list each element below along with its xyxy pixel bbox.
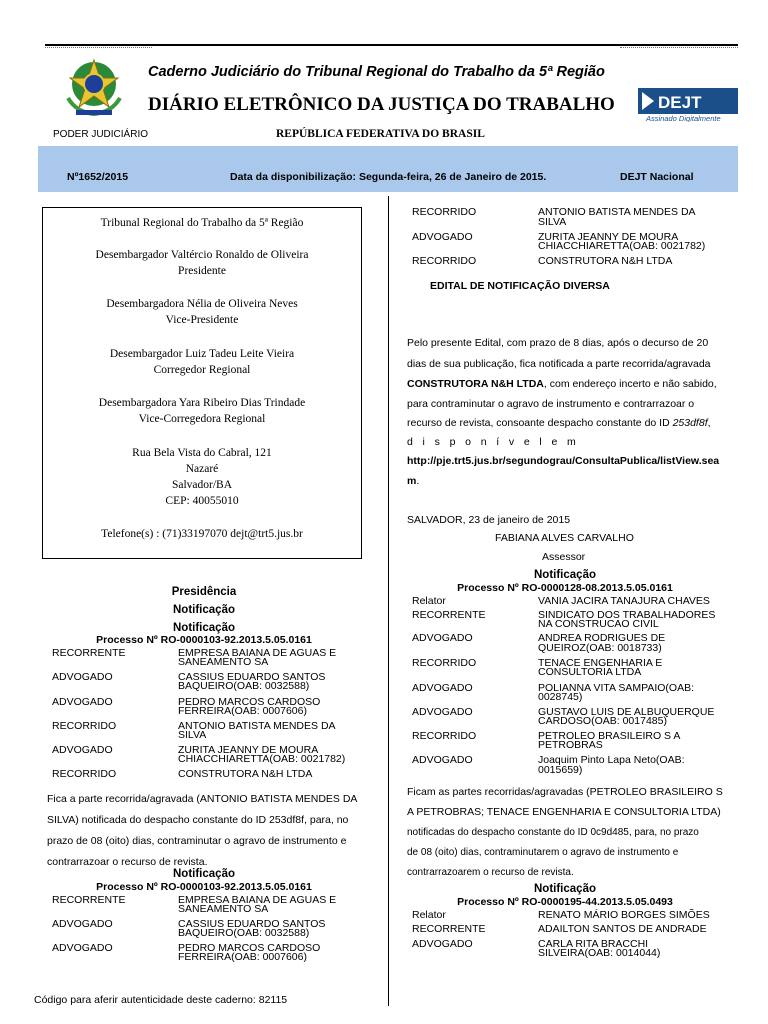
party-role: ADVOGADO	[52, 744, 113, 756]
processo-number: Processo Nº RO-0000195-44.2013.5.05.0493	[457, 896, 673, 908]
party-role: ADVOGADO	[412, 938, 473, 950]
party-role: RECORRIDO	[52, 768, 117, 780]
notificacao-heading: Notificação	[173, 622, 235, 634]
party-name: CARLA RITA BRACCHI	[538, 938, 649, 950]
processo-number: Processo Nº RO-0000103-92.2013.5.05.0161	[96, 634, 312, 646]
dejt-nacional-label: DEJT Nacional	[620, 171, 694, 183]
signature-place-date: SALVADOR, 23 de janeiro de 2015	[407, 514, 571, 526]
paragraph-line: Ficam as partes recorridas/agravadas (PETROLEO BRASILEIRO S	[407, 786, 723, 798]
authentication-code: Código para aferir autenticidade deste caderno: 82115	[34, 994, 288, 1006]
box-line: Salvador/BA	[171, 479, 233, 491]
poder-judiciario-label: PODER JUDICIÁRIO	[53, 129, 149, 140]
paragraph-line: de 08 (oito) dias, contraminutarem o agravo de instrumento e	[407, 847, 679, 858]
party-role: ADVOGADO	[412, 706, 473, 718]
edital-heading: EDITAL DE NOTIFICAÇÃO DIVERSA	[430, 280, 610, 292]
box-line: Telefone(s) : (71)33197070 dejt@trt5.jus.br	[101, 528, 303, 540]
party-name-cont: 0015659)	[538, 764, 583, 776]
paragraph-line: contrarrazoar o recurso de revista.	[47, 856, 208, 868]
box-line: Desembargador Luiz Tadeu Leite Vieira	[109, 348, 295, 360]
tribunal-info-box	[42, 207, 362, 559]
party-role: RECORRENTE	[412, 609, 486, 621]
party-name: ADAILTON SANTOS DE ANDRADE	[538, 923, 707, 935]
box-line: Vice-Corregedora Regional	[138, 413, 266, 425]
party-name: SINDICATO DOS TRABALHADORES	[538, 609, 716, 621]
party-name-cont: FERREIRA(OAB: 0007606)	[178, 951, 307, 963]
paragraph-line: prazo de 08 (oito) dias, contraminutar o agravo de instrumento e	[47, 835, 347, 847]
box-line: Desembargadora Nélia de Oliveira Neves	[106, 298, 298, 310]
party-name-cont: SANEAMENTO SA	[178, 656, 269, 668]
party-name-cont: FERREIRA(OAB: 0007606)	[178, 705, 307, 717]
box-line: Nazaré	[185, 463, 219, 475]
paragraph-line: para contraminutar o agravo de instrumento e contrarrazoar o	[407, 398, 695, 410]
box-line: Presidente	[178, 265, 226, 277]
party-name: ZURITA JEANNY DE MOURA	[538, 231, 679, 243]
box-line: Tribunal Regional do Trabalho da 5ª Região	[100, 217, 304, 229]
box-line: Desembargadora Yara Ribeiro Dias Trindade	[98, 397, 306, 409]
party-role: RECORRENTE	[52, 647, 126, 659]
party-name: Joaquim Pinto Lapa Neto(OAB:	[538, 754, 685, 766]
party-name-cont: CARDOSO(OAB: 0017485)	[538, 715, 667, 727]
party-name: EMPRESA BAIANA DE AGUAS E	[178, 894, 337, 906]
top-rule	[45, 44, 738, 46]
party-name: CONSTRUTORA N&H LTDA	[178, 768, 313, 780]
notificacao-heading: Notificação	[173, 868, 235, 880]
top-dotted-rule-left	[45, 47, 152, 48]
party-name: ANTONIO BATISTA MENDES DA	[538, 206, 696, 218]
box-line: CEP: 40055010	[165, 495, 239, 507]
party-name-cont: 0028745)	[538, 691, 583, 703]
notificacao-heading: Notificação	[534, 883, 596, 895]
paragraph-line: SILVA) notificada do despacho constante do ID 253df8f, para, no	[47, 814, 349, 826]
party-role: ADVOGADO	[52, 671, 113, 683]
party-name: TENACE ENGENHARIA E	[538, 657, 663, 669]
party-name: PEDRO MARCOS CARDOSO	[178, 696, 321, 708]
signature-name: FABIANA ALVES CARVALHO	[495, 532, 634, 544]
dejt-logo	[638, 88, 738, 122]
paragraph-line: dias de sua publicação, fica notificada a parte recorrida/agravada	[407, 358, 711, 370]
box-line: Vice-Presidente	[165, 314, 239, 326]
party-role: ADVOGADO	[412, 632, 473, 644]
party-role: ADVOGADO	[52, 942, 113, 954]
party-name: RENATO MÁRIO BORGES SIMÕES	[538, 909, 710, 921]
party-name-cont: SILVEIRA(OAB: 0014044)	[538, 947, 661, 959]
party-name: GUSTAVO LUIS DE ALBUQUERQUE	[538, 706, 715, 718]
party-name-cont: BAQUEIRO(OAB: 0032588)	[178, 927, 310, 939]
paragraph-line: Pelo presente Edital, com prazo de 8 dias, após o decurso de 20	[407, 337, 709, 349]
svg-text:Assinado Digitalmente: Assinado Digitalmente	[646, 114, 721, 122]
edition-info-band	[38, 146, 738, 192]
party-name-cont: SILVA	[178, 729, 207, 741]
party-name-cont: PETROBRAS	[538, 739, 603, 751]
presidencia-heading: Presidência	[171, 586, 237, 598]
party-role: ADVOGADO	[412, 682, 473, 694]
party-role: RECORRENTE	[52, 894, 126, 906]
party-role: RECORRENTE	[412, 923, 486, 935]
party-role: Relator	[412, 909, 446, 921]
party-name-cont: NA CONSTRUCAO CIVIL	[538, 618, 659, 630]
party-role: RECORRIDO	[412, 206, 477, 218]
party-role: ADVOGADO	[52, 696, 113, 708]
paragraph-line: recurso de revista, consoante despacho constante do ID 253df8f,	[407, 417, 711, 429]
caderno-title: Caderno Judiciário do Tribunal Regional do Trabalho da 5ª Região	[148, 64, 605, 80]
notificacao-heading: Notificação	[534, 569, 596, 581]
top-dotted-rule-right	[620, 47, 738, 48]
party-name-cont: CHIACCHIARETTA(OAB: 0021782)	[178, 753, 346, 765]
party-name: POLIANNA VITA SAMPAIO(OAB:	[538, 682, 694, 694]
party-name-cont: CHIACCHIARETTA(OAB: 0021782)	[538, 240, 706, 252]
svg-text:DEJT: DEJT	[658, 93, 702, 112]
republica-label: REPÚBLICA FEDERATIVA DO BRASIL	[276, 128, 485, 140]
party-name-cont: SANEAMENTO SA	[178, 903, 269, 915]
party-name: ANTONIO BATISTA MENDES DA	[178, 720, 336, 732]
party-role: Relator	[412, 595, 446, 607]
party-role: ADVOGADO	[52, 918, 113, 930]
paragraph-line: A PETROBRAS; TENACE ENGENHARIA E CONSULTORIA LTDA)	[407, 806, 721, 818]
processo-number: Processo Nº RO-0000128-08.2013.5.05.0161	[457, 582, 673, 594]
paragraph-line: Fica a parte recorrida/agravada (ANTONIO BATISTA MENDES DA	[47, 793, 358, 805]
party-role: RECORRIDO	[412, 657, 477, 669]
column-divider	[388, 196, 389, 1006]
paragraph-line: d i s p o n í v e l e m	[407, 436, 579, 448]
availability-date: Data da disponibilização: Segunda-feira, 26 de Janeiro de 2015.	[230, 171, 547, 183]
diario-title: DIÁRIO ELETRÔNICO DA JUSTIÇA DO TRABALHO	[148, 94, 615, 115]
brazil-coat-of-arms-icon	[62, 54, 126, 118]
party-name: VANIA JACIRA TANAJURA CHAVES	[538, 595, 710, 607]
party-role: RECORRIDO	[412, 730, 477, 742]
party-name: PETROLEO BRASILEIRO S A	[538, 730, 681, 742]
edital-link[interactable]: http://pje.trt5.jus.br/segundograu/ConsultaPublica/listView.sea	[407, 455, 720, 467]
box-line: Desembargador Valtércio Ronaldo de Oliveira	[95, 249, 309, 261]
party-name-cont: SILVA	[538, 216, 567, 228]
processo-number: Processo Nº RO-0000103-92.2013.5.05.0161	[96, 881, 312, 893]
box-line: Corregedor Regional	[153, 364, 251, 376]
party-role: ADVOGADO	[412, 231, 473, 243]
party-name: CASSIUS EDUARDO SANTOS	[178, 918, 326, 930]
paragraph-line: m.	[407, 475, 420, 487]
party-name: EMPRESA BAIANA DE AGUAS E	[178, 647, 337, 659]
party-name: ZURITA JEANNY DE MOURA	[178, 744, 319, 756]
party-name-cont: CONSULTORIA LTDA	[538, 666, 642, 678]
paragraph-line: notificadas do despacho constante do ID 0c9d485, para, no prazo	[407, 827, 699, 838]
party-name: PEDRO MARCOS CARDOSO	[178, 942, 321, 954]
party-name-cont: QUEIROZ(OAB: 0018733)	[538, 642, 662, 654]
party-role: RECORRIDO	[412, 255, 477, 267]
party-name: CONSTRUTORA N&H LTDA	[538, 255, 673, 267]
paragraph-line: CONSTRUTORA N&H LTDA, com endereço incerto e não sabido,	[407, 378, 717, 390]
signature-role: Assessor	[542, 551, 586, 563]
party-name: CASSIUS EDUARDO SANTOS	[178, 671, 326, 683]
notificacao-heading: Notificação	[173, 604, 235, 616]
party-name: ANDREA RODRIGUES DE	[538, 632, 666, 644]
box-line: Rua Bela Vista do Cabral, 121	[132, 447, 272, 459]
party-name-cont: BAQUEIRO(OAB: 0032588)	[178, 680, 310, 692]
party-role: RECORRIDO	[52, 720, 117, 732]
paragraph-line: contrarrazoarem o recurso de revista.	[407, 867, 574, 878]
party-role: ADVOGADO	[412, 754, 473, 766]
edition-number: Nº1652/2015	[67, 171, 129, 183]
